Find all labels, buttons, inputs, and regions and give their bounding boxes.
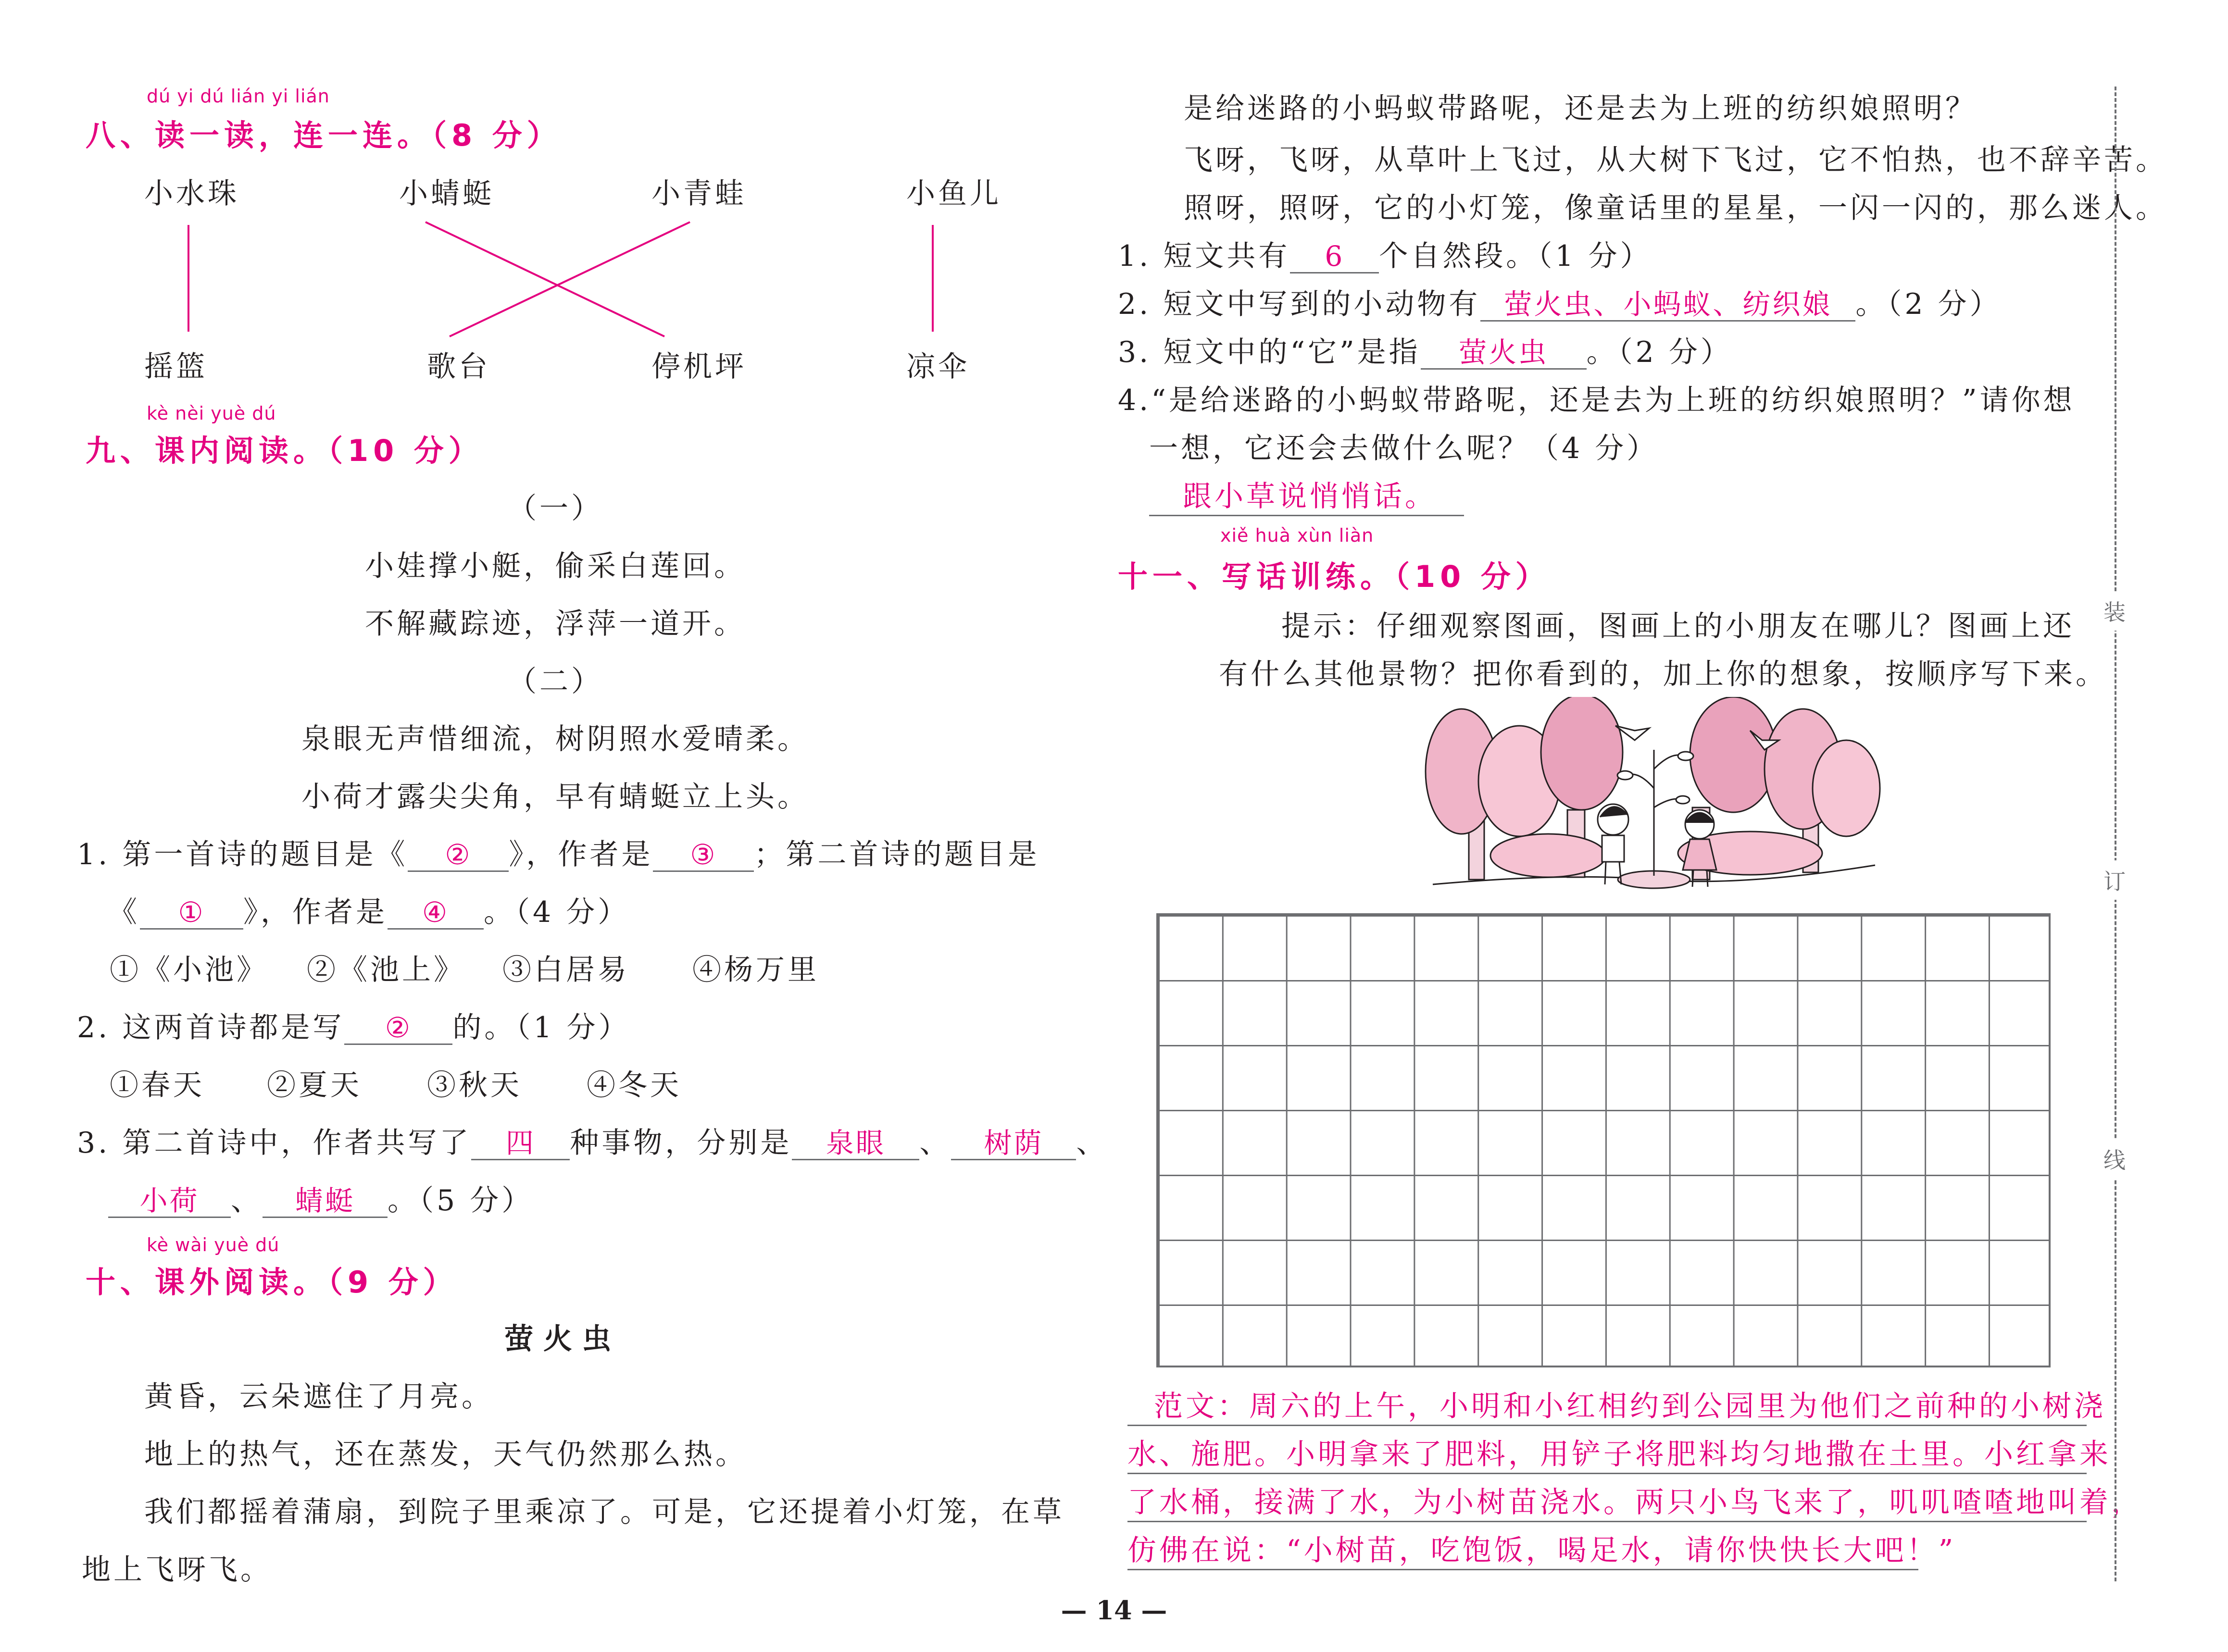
margin-xian: 线 [2103, 1139, 2126, 1179]
s9-q2-opt-2: ③秋天 [427, 1068, 522, 1102]
s9-title: 九、课内阅读。（10 分） [86, 433, 483, 468]
s10-para-3-line2: 地上飞呀飞。 [82, 1553, 272, 1587]
s10-q3: 3. 短文中的“它”是指 萤火虫 。（2 分） [1118, 335, 1732, 369]
s9-q3-answer3: 树荫 [951, 1128, 1076, 1160]
s8-bottom-0: 摇篮 [144, 350, 208, 384]
s9-q3-answer5: 蜻蜓 [263, 1186, 388, 1218]
s9-q1-answer2: ③ [653, 840, 754, 872]
s10-q2: 2. 短文中写到的小动物有 萤火虫、小蚂蚁、纺织娘 。（2 分） [1118, 287, 2002, 321]
s9-q1-answer4: ④ [388, 897, 484, 930]
s9-q1-answer1: ② [408, 840, 509, 872]
bush [1490, 834, 1606, 877]
s8-top-3: 小鱼儿 [906, 177, 1001, 211]
binding-dashed-line [2115, 87, 2116, 1581]
s9-poem2-label: （二） [508, 665, 603, 698]
s9-q1-opt-0: ①《小池》 [110, 953, 268, 987]
s9-q3-answer1: 四 [471, 1128, 570, 1160]
s8-top-2: 小青蛙 [651, 177, 747, 211]
s10-q1: 1. 短文共有 6 个自然段。（1 分） [1118, 239, 1652, 273]
margin-ding: 订 [2103, 860, 2126, 900]
sapling-leaf [1676, 796, 1690, 804]
s9-q1-answer3: ① [140, 897, 243, 930]
s10-title: 十、课外阅读。（9 分） [86, 1265, 458, 1300]
s9-q3-answer4: 小荷 [108, 1186, 231, 1218]
s9-q3-line1: 3. 第二首诗中，作者共写了 四 种事物，分别是 泉眼 、 树荫 、 [77, 1126, 1108, 1160]
s11-hint-line2: 有什么其他景物？把你看到的，加上你的想象，按顺序写下来。 [1219, 658, 2107, 691]
s8-bottom-1: 歌台 [427, 350, 490, 384]
s10-story-title: 萤 火 虫 [504, 1322, 611, 1356]
s9-q3-answer2: 泉眼 [792, 1128, 919, 1160]
s10-para-5: 飞呀，飞呀，从草叶上飞过，从大树下飞过，它不怕热，也不辞辛苦。 [1184, 143, 2167, 177]
s10-q4-answer: 跟小草说悄悄话。 [1149, 473, 1464, 516]
s9-q2-opt-3: ④冬天 [587, 1068, 682, 1102]
s10-para-2: 地上的热气，还在蒸发，天气仍然那么热。 [144, 1438, 747, 1471]
s11-title: 十一、写话训练。（10 分） [1118, 559, 1550, 594]
s10-q2-answer: 萤火虫、小蚂蚁、纺织娘 [1480, 289, 1855, 322]
margin-zhuang: 装 [2103, 591, 2126, 631]
s9-q1-opt-2: ③白居易 [502, 953, 629, 987]
s9-poem2-line1: 泉眼无声惜细流，树阴照水爱晴柔。 [301, 722, 809, 756]
s8-bottom-2: 停机坪 [651, 350, 747, 384]
s9-q1-opt-3: ④杨万里 [692, 953, 819, 987]
boy-body [1602, 835, 1624, 862]
s9-q3-line2: 小荷 、 蜻蜓 。（5 分） [108, 1178, 533, 1219]
s10-para-4: 是给迷路的小蚂蚁带路呢，还是去为上班的纺织娘照明？ [1184, 92, 1977, 125]
s8-match-lines [0, 0, 1106, 365]
tree-crown [1813, 740, 1880, 836]
s10-q4-line2: 一想，它还会去做什么呢？（4 分） [1149, 432, 1659, 465]
s9-q1-opt-1: ②《池上》 [307, 953, 465, 987]
s9-q1-line2: 《 ① 》，作者是 ④ 。（4 分） [108, 895, 630, 929]
s9-q2-opt-1: ②夏天 [267, 1068, 362, 1102]
s9-poem1-label: （一） [508, 492, 603, 525]
s9-pinyin: kè nèi yuè dú [147, 403, 276, 424]
s11-pinyin: xiě huà xùn liàn [1220, 525, 1374, 546]
s8-bottom-3: 凉伞 [906, 350, 970, 384]
s8-top-0: 小水珠 [144, 177, 239, 211]
s11-sample-line1: 范文：周六的上午，小明和小红相约到公园里为他们之前种的小树浇 [1127, 1383, 2087, 1426]
s11-sample-line2: 水、施肥。小明拿来了肥料，用铲子将肥料均匀地撒在土里。小红拿来 [1127, 1431, 2087, 1474]
s9-poem1-line1: 小娃撑小艇，偷采白莲回。 [365, 549, 746, 583]
sapling-leaf [1678, 752, 1693, 760]
s10-pinyin: kè wài yuè dú [147, 1234, 280, 1255]
tree-crown [1690, 697, 1777, 812]
s11-sample-line4: 仿佛在说：“小树苗，吃饱饭，喝足水，请你快快长大吧！” [1127, 1528, 1918, 1570]
s8-title: 八、读一读，连一连。（8 分） [86, 118, 562, 153]
page-number: — 14 — [1061, 1595, 1167, 1626]
s11-hint-line1: 提示：仔细观察图画，图画上的小朋友在哪儿？图画上还 [1281, 609, 2075, 643]
s8-top-1: 小蜻蜓 [399, 177, 494, 211]
s10-q1-answer: 6 [1290, 241, 1379, 273]
s8-pinyin: dú yi dú lián yi lián [147, 86, 330, 107]
s9-q2: 2. 这两首诗都是写 ② 的。（1 分） [77, 1011, 630, 1044]
s9-q2-answer: ② [344, 1013, 452, 1045]
s10-para-1: 黄昏，云朵遮住了月亮。 [144, 1380, 493, 1414]
s9-q1-line1: 1. 第一首诗的题目是《 ② 》，作者是 ③ ；第二首诗的题目是 [77, 838, 1040, 871]
s10-q4-line1: 4.“是给迷路的小蚂蚁带路呢，还是去为上班的纺织娘照明？”请你想 [1118, 384, 2075, 417]
s11-sample-line3: 了水桶，接满了水，为小树苗浇水。两只小鸟飞来了，叽叽喳喳地叫着， [1127, 1479, 2087, 1522]
s9-poem2-line2: 小荷才露尖尖角，早有蜻蜓立上头。 [301, 780, 809, 814]
s10-q3-answer: 萤火虫 [1421, 337, 1587, 370]
line-qingwa-getai [450, 222, 690, 336]
tree-crown [1541, 697, 1623, 810]
writing-grid[interactable] [1156, 913, 2051, 1367]
s10-para-3-line1: 我们都摇着蒲扇，到院子里乘凉了。可是，它还提着小灯笼，在草 [144, 1495, 1064, 1529]
park-illustration [1423, 697, 1885, 899]
s9-poem1-line2: 不解藏踪迹，浮萍一道开。 [365, 607, 746, 641]
s9-q2-opt-0: ①春天 [110, 1068, 205, 1102]
line-qingting-tingjiping [426, 222, 664, 336]
sapling-leaf [1617, 771, 1633, 780]
s10-para-6: 照呀，照呀，它的小灯笼，像童话里的星星，一闪一闪的，那么迷人。 [1184, 191, 2167, 225]
